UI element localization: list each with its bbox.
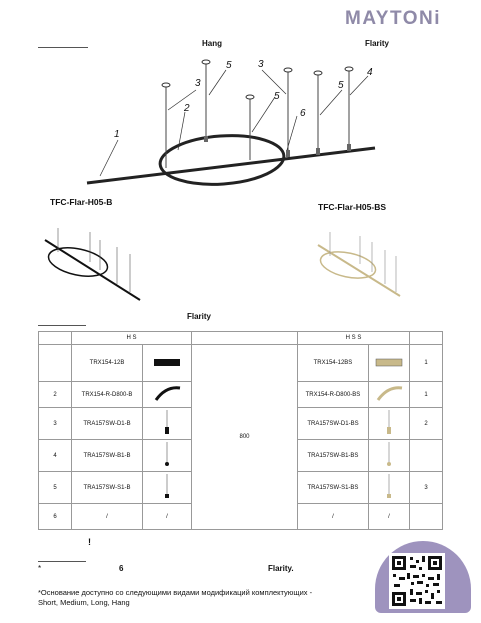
variant-brass-label: TFC-Flar-H05-BS [318, 202, 387, 212]
code-bs: TRA157SW-S1-BS [298, 472, 369, 504]
row-num: 6 [39, 504, 72, 530]
qty: 3 [410, 472, 443, 504]
qr-code-icon[interactable] [389, 553, 445, 609]
header-left: H S [72, 332, 192, 345]
code-bs: TRX154-R-D800-BS [298, 382, 369, 408]
variant-black-label: TFC-Flar-H05-B [50, 197, 113, 207]
count-six: 6 [119, 564, 124, 573]
star-mark: * [38, 564, 42, 573]
header-right: H S S [298, 332, 410, 345]
code-b: / [72, 504, 143, 530]
qty: 2 [410, 408, 443, 440]
footnote-line-2: Short, Medium, Long, Hang [38, 598, 130, 607]
notes-rule [38, 561, 86, 562]
qty: 1 [410, 345, 443, 382]
connector-icon: / [143, 504, 192, 530]
code-b: TRA157SW-B1-B [72, 440, 143, 472]
flarity-label: Flarity [365, 39, 390, 48]
table-header-row [39, 332, 443, 345]
row-num: 5 [39, 472, 72, 504]
code-b: TRA157SW-S1-B [72, 472, 143, 504]
ring-icon [368, 382, 409, 408]
callout-2: 2 [184, 103, 190, 114]
callout-3a: 3 [195, 78, 201, 89]
code-bs: TRX154-12BS [298, 345, 369, 382]
brand-logo: MAYTONi [345, 8, 442, 29]
spec-table [38, 331, 443, 530]
qty: 1 [410, 382, 443, 408]
row-num [39, 345, 72, 382]
code-b: TRX154-12B [72, 345, 143, 382]
callout-5c: 5 [338, 80, 344, 91]
code-bs: TRA157SW-D1-BS [298, 408, 369, 440]
callout-1: 1 [114, 129, 120, 140]
table-row [39, 345, 443, 382]
cable-icon [368, 472, 409, 504]
row-num: 4 [39, 440, 72, 472]
table-cell [410, 332, 443, 345]
track-icon [143, 345, 192, 382]
callout-5b: 5 [274, 91, 280, 102]
drop-pendant-icon [143, 408, 192, 440]
connector-icon: / [368, 504, 409, 530]
track-icon [368, 345, 409, 382]
code-b: TRX154-R-D800-B [72, 382, 143, 408]
callout-4: 4 [367, 67, 373, 78]
table-cell [192, 332, 298, 345]
code-b: TRA157SW-D1-B [72, 408, 143, 440]
cable-icon [143, 472, 192, 504]
table-cell [39, 332, 72, 345]
code-bs: TRA157SW-B1-BS [298, 440, 369, 472]
suspension-icon [143, 440, 192, 472]
hang-label: Hang [202, 39, 222, 48]
qty [410, 440, 443, 472]
callout-3b: 3 [258, 59, 264, 70]
section-rule [38, 325, 86, 326]
exclaim-mark: ! [88, 537, 91, 547]
row-num: 3 [39, 408, 72, 440]
qty [410, 504, 443, 530]
row-num: 2 [39, 382, 72, 408]
flarity-note: Flarity. [268, 564, 294, 573]
callout-6: 6 [300, 108, 306, 119]
suspension-icon [368, 440, 409, 472]
ring-icon [143, 382, 192, 408]
footnote-line-1: *Основание доступно со следующими видами модификаций комплектующих - [38, 588, 313, 597]
callout-5a: 5 [226, 60, 232, 71]
section-title: Flarity [187, 312, 212, 321]
code-bs: / [298, 504, 369, 530]
center-value: 800 [192, 345, 298, 530]
drop-pendant-icon [368, 408, 409, 440]
